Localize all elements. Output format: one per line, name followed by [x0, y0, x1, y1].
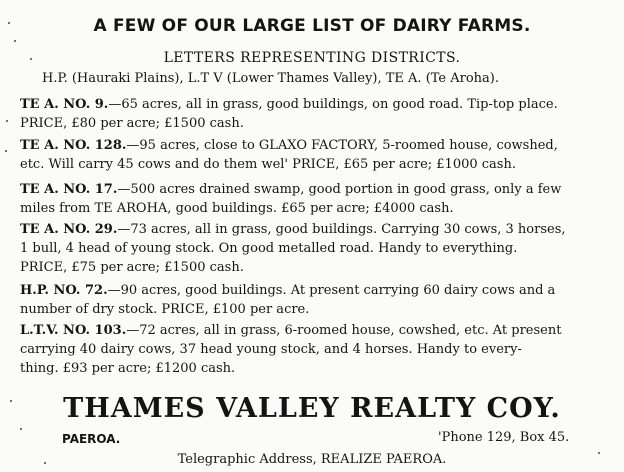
listing-te-a-128: [20, 136, 624, 174]
listing-text: —72 acres, all in grass, 6-roomed house, cowshed, etc. At present: [126, 323, 562, 338]
listing-line: etc. Will carry 45 cows and do them wel' PRICE, £65 per acre; £1000 cash.: [20, 157, 516, 172]
listing-line: thing. £93 per acre; £1200 cash.: [20, 361, 236, 376]
print-speck: [44, 462, 46, 464]
print-speck: [10, 400, 12, 402]
listing-h-p-72: [20, 281, 624, 319]
print-speck: [30, 58, 32, 60]
listing-line: PRICE, £75 per acre; £1500 cash.: [20, 260, 244, 275]
listing-line: carrying 40 dairy cows, 37 head young stock, and 4 horses. Handy to every-: [20, 342, 522, 357]
listing-line: [20, 281, 624, 300]
print-speck: [14, 40, 16, 42]
print-speck: [598, 452, 600, 454]
phone-box: 'Phone 129, Box 45.: [438, 430, 570, 445]
listing-text: —90 acres, good buildings. At present carrying 60 dairy cows and a: [107, 283, 556, 298]
listing-line: 1 bull, 4 head of young stock. On good metalled road. Handy to everything.: [20, 241, 518, 256]
print-speck: [8, 22, 10, 24]
print-speck: [5, 150, 7, 152]
listing-l-t-v-103: [20, 321, 624, 378]
listing-text: —73 acres, all in grass, good buildings. Carrying 30 cows, 3 horses,: [117, 222, 566, 237]
listing-text: —65 acres, all in grass, good buildings, on good road. Tip-top place.: [108, 97, 558, 112]
listing-ref: TE A. NO. 128.: [20, 138, 127, 153]
listing-te-a-9: [20, 95, 624, 133]
district-legend: H.P. (Hauraki Plains), L.T V (Lower Thames Valley), TE A. (Te Aroha).: [42, 71, 500, 86]
listing-ref: TE A. NO. 17.: [20, 182, 118, 197]
headline: A FEW OF OUR LARGE LIST OF DAIRY FARMS.: [93, 16, 531, 36]
listing-text: —500 acres drained swamp, good portion in good grass, only a few: [117, 182, 562, 197]
listing-te-a-29: [20, 220, 624, 277]
listing-line: [20, 220, 624, 239]
print-speck: [6, 120, 8, 122]
print-speck: [20, 428, 22, 430]
listing-ref: L.T.V. NO. 103.: [20, 323, 127, 338]
listing-line: PRICE, £80 per acre; £1500 cash.: [20, 116, 244, 131]
subheading: LETTERS REPRESENTING DISTRICTS.: [163, 50, 461, 66]
listing-line: [20, 321, 624, 340]
listing-ref: TE A. NO. 29.: [20, 222, 118, 237]
listing-line: [20, 136, 624, 155]
listing-te-a-17: [20, 180, 624, 218]
listing-ref: H.P. NO. 72.: [20, 283, 108, 298]
company-name: THAMES VALLEY REALTY COY.: [63, 393, 561, 424]
listing-line: miles from TE AROHA, good buildings. £65 per acre; £4000 cash.: [20, 201, 454, 216]
listing-line: [20, 95, 624, 114]
listing-line: number of dry stock. PRICE, £100 per acre.: [20, 302, 310, 317]
telegraphic-address: Telegraphic Address, REALIZE PAEROA.: [177, 452, 447, 467]
town-name: PAEROA.: [62, 432, 121, 446]
listing-ref: TE A. NO. 9.: [20, 97, 109, 112]
listing-text: —95 acres, close to GLAXO FACTORY, 5-roomed house, cowshed,: [126, 138, 558, 153]
listing-line: [20, 180, 624, 199]
